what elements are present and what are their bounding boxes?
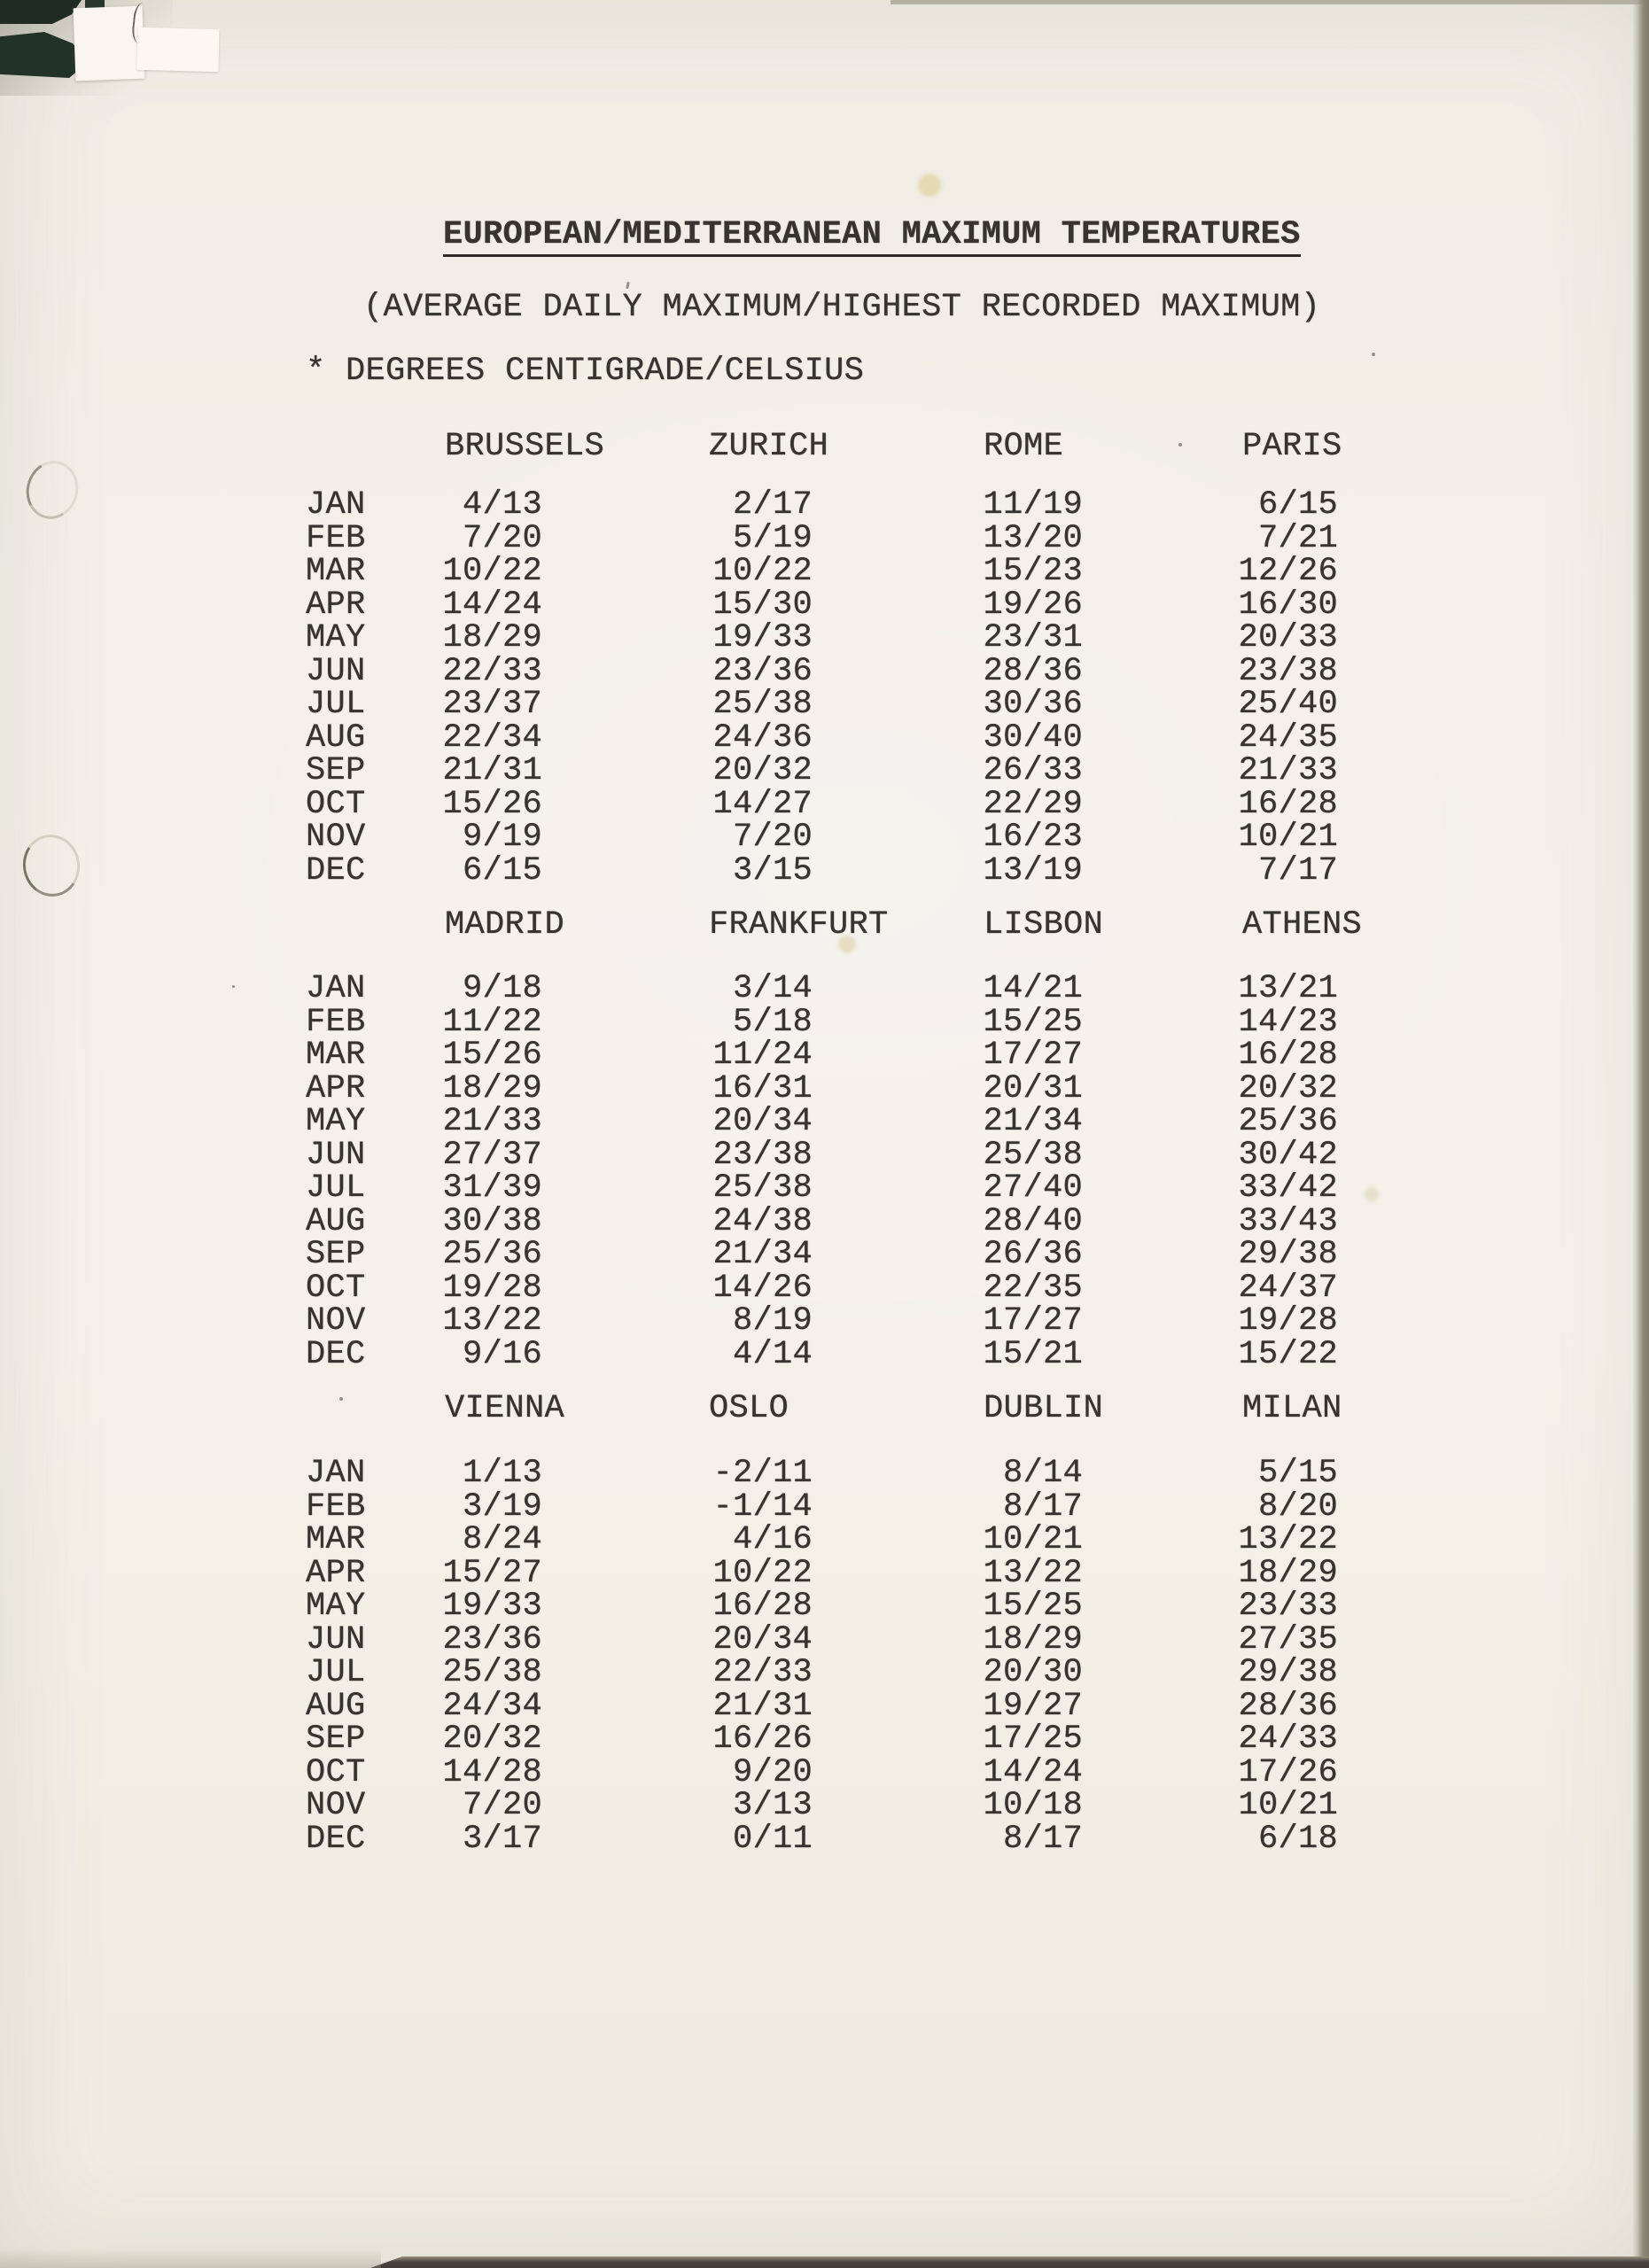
month-label: APR — [306, 1069, 366, 1107]
scan-edge-bottom-shadow — [0, 2249, 381, 2268]
temp-value: 29/38 — [1238, 1236, 1338, 1273]
temp-value: 7/20 — [462, 1787, 542, 1824]
month-label: SEP — [306, 1236, 366, 1273]
temp-value: 26/33 — [983, 752, 1083, 789]
month-label: DEC — [306, 851, 366, 889]
temp-value: 11/24 — [712, 1037, 813, 1074]
temp-value: 14/23 — [1238, 1003, 1338, 1041]
city-header: MADRID — [445, 906, 565, 944]
temp-value: 19/33 — [712, 619, 813, 656]
temp-value: 17/25 — [983, 1720, 1083, 1758]
temp-value: 18/29 — [442, 619, 542, 656]
temp-value: 15/23 — [983, 553, 1083, 590]
month-label: JUN — [306, 1136, 366, 1174]
month-label: FEB — [306, 519, 366, 557]
paper-stain — [918, 174, 941, 197]
city-header: BRUSSELS — [445, 428, 605, 465]
temp-value: 8/14 — [1002, 1455, 1083, 1492]
temp-value: 13/19 — [983, 851, 1083, 889]
temp-value: 10/22 — [442, 553, 542, 590]
temp-value: 1/13 — [462, 1455, 542, 1492]
temp-value: 15/22 — [1238, 1335, 1338, 1373]
temp-value: 19/27 — [983, 1687, 1083, 1725]
temp-value: 33/42 — [1238, 1169, 1338, 1207]
temp-value: 23/38 — [712, 1136, 813, 1174]
temp-value: 3/17 — [462, 1820, 542, 1858]
temp-value: 20/34 — [712, 1103, 813, 1140]
temp-value: 27/35 — [1238, 1620, 1338, 1658]
temp-value: 10/21 — [1238, 1787, 1338, 1824]
temp-value: 21/31 — [712, 1687, 813, 1725]
temp-value: 19/26 — [983, 586, 1083, 624]
ink-speck — [626, 282, 630, 289]
temp-value: 25/38 — [983, 1136, 1083, 1174]
month-label: MAY — [306, 1103, 366, 1140]
temp-value: 9/18 — [462, 970, 542, 1007]
temp-value: 24/38 — [712, 1202, 813, 1240]
temp-value: 21/31 — [442, 752, 542, 789]
temp-value: 9/16 — [462, 1335, 542, 1373]
temp-value: 22/33 — [442, 652, 542, 690]
temp-value: 25/38 — [442, 1654, 542, 1691]
temp-value: 23/37 — [442, 686, 542, 723]
temp-value: 17/27 — [983, 1302, 1083, 1340]
month-label: MAR — [306, 1521, 366, 1558]
scan-edge-bottom — [370, 2256, 1649, 2268]
temp-value: 5/19 — [732, 519, 813, 557]
temp-value: 13/20 — [983, 519, 1083, 557]
month-label: APR — [306, 1554, 366, 1592]
ink-speck — [1178, 443, 1182, 447]
temp-value: 8/17 — [1002, 1820, 1083, 1858]
temp-value: 24/37 — [1238, 1269, 1338, 1307]
month-label: JUL — [306, 686, 366, 723]
month-label: OCT — [306, 1753, 366, 1791]
month-label: OCT — [306, 785, 366, 823]
temp-value: 18/29 — [442, 1069, 542, 1107]
temp-value: 28/36 — [1238, 1687, 1338, 1725]
month-label: JAN — [306, 1455, 366, 1492]
city-header: FRANKFURT — [709, 906, 889, 944]
month-label: AUG — [306, 1202, 366, 1240]
temp-value: 11/19 — [983, 486, 1083, 524]
temp-value: 15/26 — [442, 785, 542, 823]
ink-speck — [1372, 353, 1375, 356]
temp-value: 12/26 — [1238, 553, 1338, 590]
temp-value: 18/29 — [983, 1620, 1083, 1658]
temp-value: 15/27 — [442, 1554, 542, 1592]
temp-value: 19/28 — [1238, 1302, 1338, 1340]
temp-value: 14/24 — [983, 1753, 1083, 1791]
temp-value: 23/38 — [1238, 652, 1338, 690]
temp-value: 3/13 — [732, 1787, 813, 1824]
temp-value: 13/22 — [1238, 1521, 1338, 1558]
month-label: JUL — [306, 1169, 366, 1207]
temp-value: 28/36 — [983, 652, 1083, 690]
temp-value: 16/28 — [712, 1588, 813, 1625]
month-label: AUG — [306, 1687, 366, 1725]
month-label: SEP — [306, 1720, 366, 1758]
temp-value: 22/34 — [442, 718, 542, 757]
temp-value: 23/31 — [983, 619, 1083, 656]
temp-value: 13/22 — [442, 1302, 542, 1340]
document-title: EUROPEAN/MEDITERRANEAN MAXIMUM TEMPERATURES — [443, 219, 1301, 257]
paper-stain — [1365, 1187, 1379, 1201]
temp-value: 15/25 — [983, 1003, 1083, 1041]
temp-value: 10/21 — [983, 1521, 1083, 1558]
temp-value: 20/34 — [712, 1620, 813, 1658]
temp-value: 26/36 — [983, 1236, 1083, 1273]
temp-value: 10/21 — [1238, 819, 1338, 856]
temp-value: 9/20 — [732, 1753, 813, 1791]
temp-value: 21/33 — [442, 1103, 542, 1140]
temp-value: 6/18 — [1257, 1820, 1338, 1858]
city-header: ATHENS — [1242, 906, 1363, 944]
ink-speck — [232, 985, 235, 988]
scan-edge-right — [1632, 0, 1649, 2268]
temp-value: 23/33 — [1238, 1588, 1338, 1625]
hole-punch-mark — [18, 830, 84, 901]
month-label: JAN — [306, 486, 366, 524]
month-label: JAN — [306, 970, 366, 1007]
temp-value: 16/23 — [983, 819, 1083, 856]
city-header: ROME — [984, 428, 1064, 465]
temp-value: 10/18 — [983, 1787, 1083, 1824]
temp-value: 17/26 — [1238, 1753, 1338, 1791]
temp-value: 22/33 — [712, 1654, 813, 1691]
temp-value: 22/35 — [983, 1269, 1083, 1307]
month-label: MAY — [306, 1588, 366, 1625]
temp-value: 25/40 — [1238, 686, 1338, 723]
month-label: NOV — [306, 1787, 366, 1824]
torn-paper-patch — [136, 27, 219, 72]
temp-value: 15/21 — [983, 1335, 1083, 1373]
month-label: DEC — [306, 1335, 366, 1373]
temp-value: 16/31 — [712, 1069, 813, 1107]
temp-value: 27/40 — [983, 1169, 1083, 1207]
temp-value: 19/33 — [442, 1588, 542, 1625]
temp-value: 24/34 — [442, 1687, 542, 1725]
city-header: MILAN — [1242, 1390, 1342, 1427]
temp-value: 16/26 — [712, 1720, 813, 1758]
month-label: OCT — [306, 1269, 366, 1307]
temp-value: -1/14 — [712, 1487, 813, 1526]
month-label: MAR — [306, 1037, 366, 1074]
document-subtitle: (AVERAGE DAILY MAXIMUM/HIGHEST RECORDED MAXIMUM) — [363, 289, 1321, 326]
city-header: OSLO — [709, 1390, 789, 1427]
temp-value: 21/33 — [1238, 752, 1338, 789]
temp-value: 8/17 — [1002, 1487, 1083, 1526]
month-label: FEB — [306, 1487, 366, 1526]
temp-value: 33/43 — [1238, 1202, 1338, 1240]
temp-value: 29/38 — [1238, 1654, 1338, 1691]
city-header: DUBLIN — [984, 1390, 1104, 1427]
temp-value: 16/28 — [1238, 1037, 1338, 1074]
month-label: FEB — [306, 1003, 366, 1041]
temp-value: 5/18 — [732, 1003, 813, 1041]
temp-value: 24/33 — [1238, 1720, 1338, 1758]
scan-edge-top — [891, 0, 1649, 4]
temp-value: 30/36 — [983, 686, 1083, 723]
city-header: PARIS — [1242, 428, 1342, 465]
temp-value: 7/20 — [732, 819, 813, 856]
temp-value: 8/24 — [462, 1521, 542, 1558]
temp-value: 7/21 — [1257, 519, 1338, 557]
temp-value: 25/36 — [442, 1236, 542, 1273]
temp-value: 20/33 — [1238, 619, 1338, 656]
temp-value: 3/14 — [732, 970, 813, 1007]
temp-value: 25/38 — [712, 686, 813, 723]
temp-value: 15/25 — [983, 1588, 1083, 1625]
month-label: DEC — [306, 1820, 366, 1858]
temp-value: 14/24 — [442, 586, 542, 624]
temp-value: 23/36 — [442, 1620, 542, 1658]
temp-value: 20/32 — [442, 1720, 542, 1758]
temp-value: 4/16 — [732, 1521, 813, 1558]
temp-value: 31/39 — [442, 1169, 542, 1207]
temp-value: 18/29 — [1238, 1554, 1338, 1592]
temp-value: 20/32 — [1238, 1069, 1338, 1107]
temp-value: 10/22 — [712, 553, 813, 590]
month-label: MAY — [306, 619, 366, 656]
temp-value: 2/17 — [732, 486, 813, 524]
temp-value: 14/27 — [712, 785, 813, 823]
temp-value: 4/13 — [462, 486, 542, 524]
temp-value: 21/34 — [983, 1103, 1083, 1140]
temp-value: 10/22 — [712, 1554, 813, 1592]
month-label: AUG — [306, 718, 366, 757]
month-label: MAR — [306, 553, 366, 590]
temp-value: 30/40 — [983, 718, 1083, 757]
temp-value: 5/15 — [1257, 1455, 1338, 1492]
month-label: NOV — [306, 819, 366, 856]
city-header: ZURICH — [709, 428, 829, 465]
temp-value: 9/19 — [462, 819, 542, 856]
temp-value: 15/30 — [712, 586, 813, 624]
temp-value: 7/17 — [1257, 851, 1338, 889]
temp-value: 25/38 — [712, 1169, 813, 1207]
temp-value: 3/15 — [732, 851, 813, 889]
temp-value: 20/31 — [983, 1069, 1083, 1107]
temp-value: 14/21 — [983, 970, 1083, 1007]
temp-value: 24/35 — [1238, 718, 1338, 757]
temp-value: 4/14 — [732, 1335, 813, 1373]
temp-value: 11/22 — [442, 1003, 542, 1041]
month-label: JUN — [306, 1620, 366, 1658]
temp-value: 27/37 — [442, 1136, 542, 1174]
temp-value: 17/27 — [983, 1037, 1083, 1074]
temp-value: 20/32 — [712, 752, 813, 789]
city-header: LISBON — [984, 906, 1104, 944]
hole-punch-mark — [19, 455, 84, 525]
temp-value: 21/34 — [712, 1236, 813, 1273]
city-header: VIENNA — [445, 1390, 565, 1427]
temp-value: 16/28 — [1238, 785, 1338, 823]
temp-value: -2/11 — [712, 1455, 813, 1492]
temp-value: 14/26 — [712, 1269, 813, 1307]
temp-value: 24/36 — [712, 718, 813, 757]
temp-value: 13/22 — [983, 1554, 1083, 1592]
temp-value: 25/36 — [1238, 1103, 1338, 1140]
temp-value: 8/20 — [1257, 1487, 1338, 1526]
temp-value: 3/19 — [462, 1487, 542, 1526]
temp-value: 20/30 — [983, 1654, 1083, 1691]
month-label: APR — [306, 586, 366, 624]
temp-value: 16/30 — [1238, 586, 1338, 624]
temp-value: 30/42 — [1238, 1136, 1338, 1174]
temp-value: 6/15 — [1257, 486, 1338, 524]
temp-value: 14/28 — [442, 1753, 542, 1791]
temp-value: 23/36 — [712, 652, 813, 690]
temp-value: 0/11 — [732, 1820, 813, 1858]
ink-speck — [339, 1397, 343, 1401]
temp-value: 30/38 — [442, 1202, 542, 1240]
month-label: NOV — [306, 1302, 366, 1340]
month-label: SEP — [306, 752, 366, 789]
temp-value: 15/26 — [442, 1037, 542, 1074]
month-label: JUN — [306, 652, 366, 690]
temp-value: 7/20 — [462, 519, 542, 557]
month-label: JUL — [306, 1654, 366, 1691]
temp-value: 13/21 — [1238, 970, 1338, 1007]
temp-value: 22/29 — [983, 785, 1083, 823]
temp-value: 8/19 — [732, 1302, 813, 1340]
temp-value: 19/28 — [442, 1269, 542, 1307]
temp-value: 6/15 — [462, 851, 542, 889]
temp-value: 28/40 — [983, 1202, 1083, 1240]
units-note: * DEGREES CENTIGRADE/CELSIUS — [306, 353, 865, 390]
